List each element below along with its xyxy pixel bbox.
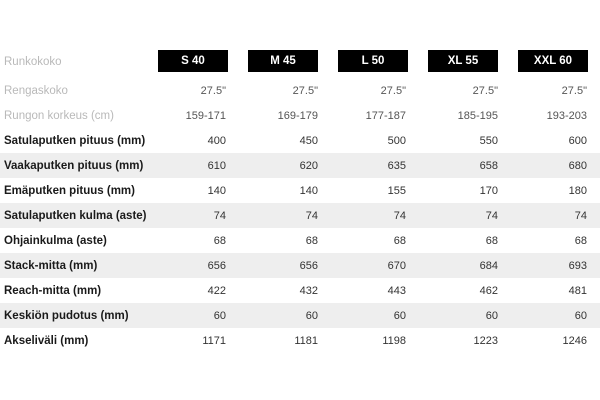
table-cell: 68 — [574, 234, 587, 247]
table-cell: 693 — [568, 259, 587, 272]
table-cell: 1171 — [202, 334, 226, 347]
table-cell: 1181 — [294, 334, 318, 347]
table-cell: 60 — [213, 309, 226, 322]
table-cell: 500 — [387, 134, 406, 147]
table-row-emaputken-pituus — [0, 178, 600, 203]
row-label: Emäputken pituus (mm) — [4, 184, 135, 197]
size-badge-m45: M 45 — [248, 50, 318, 72]
table-cell: 422 — [207, 284, 226, 297]
table-row-rungon-korkeus — [0, 103, 600, 128]
table-cell: 140 — [207, 184, 226, 197]
table-cell: 443 — [387, 284, 406, 297]
row-label: Rengaskoko — [4, 84, 68, 97]
table-row-keskion-pudotus — [0, 303, 600, 328]
header-row — [0, 46, 600, 78]
table-cell: 450 — [299, 134, 318, 147]
table-cell: 68 — [305, 234, 318, 247]
size-badge-xxl60: XXL 60 — [518, 50, 588, 72]
table-cell: 550 — [479, 134, 498, 147]
table-row-ohjainkulma — [0, 228, 600, 253]
table-cell: 180 — [568, 184, 587, 197]
table-row-reach-mitta — [0, 278, 600, 303]
table-cell: 185-195 — [457, 109, 498, 122]
table-cell: 670 — [387, 259, 406, 272]
table-cell: 68 — [393, 234, 406, 247]
row-label: Satulaputken pituus (mm) — [4, 134, 146, 147]
table-cell: 27.5" — [292, 84, 318, 97]
table-cell: 74 — [213, 209, 226, 222]
size-badge-s40: S 40 — [158, 50, 228, 72]
table-cell: 400 — [207, 134, 226, 147]
table-cell: 610 — [207, 159, 226, 172]
table-cell: 658 — [479, 159, 498, 172]
table-cell: 684 — [479, 259, 498, 272]
table-cell: 155 — [387, 184, 406, 197]
row-label: Akseliväli (mm) — [4, 334, 89, 347]
table-cell: 60 — [485, 309, 498, 322]
table-cell: 60 — [574, 309, 587, 322]
table-cell: 656 — [207, 259, 226, 272]
table-row-vaakaputken-pituus — [0, 153, 600, 178]
table-row-satulaputken-kulma — [0, 203, 600, 228]
header-label: Runkokoko — [4, 56, 62, 68]
table-cell: 170 — [479, 184, 498, 197]
geometry-table — [0, 46, 600, 353]
table-cell: 27.5" — [561, 84, 587, 97]
table-row-stack-mitta — [0, 253, 600, 278]
row-label: Vaakaputken pituus (mm) — [4, 159, 144, 172]
table-cell: 1223 — [473, 334, 498, 347]
table-cell: 27.5" — [472, 84, 498, 97]
row-label: Rungon korkeus (cm) — [4, 109, 114, 122]
table-cell: 74 — [393, 209, 406, 222]
table-cell: 432 — [299, 284, 318, 297]
table-cell: 140 — [299, 184, 318, 197]
table-cell: 60 — [305, 309, 318, 322]
row-label: Reach-mitta (mm) — [4, 284, 102, 297]
table-cell: 193-203 — [546, 109, 587, 122]
table-cell: 635 — [387, 159, 406, 172]
table-cell: 177-187 — [365, 109, 406, 122]
table-cell: 462 — [479, 284, 498, 297]
table-cell: 1198 — [382, 334, 406, 347]
table-cell: 159-171 — [185, 109, 226, 122]
table-cell: 74 — [485, 209, 498, 222]
table-cell: 169-179 — [277, 109, 318, 122]
table-row-satulaputken-pituus — [0, 128, 600, 153]
size-badge-xl55: XL 55 — [428, 50, 498, 72]
row-label: Satulaputken kulma (aste) — [4, 209, 147, 222]
table-cell: 60 — [393, 309, 406, 322]
table-cell: 680 — [568, 159, 587, 172]
table-cell: 27.5" — [380, 84, 406, 97]
table-row-rengaskoko — [0, 78, 600, 103]
table-cell: 27.5" — [200, 84, 226, 97]
table-cell: 656 — [299, 259, 318, 272]
table-cell: 74 — [574, 209, 587, 222]
table-cell: 481 — [568, 284, 587, 297]
row-label: Keskiön pudotus (mm) — [4, 309, 129, 322]
size-badge-l50: L 50 — [338, 50, 408, 72]
table-row-akselivali — [0, 328, 600, 353]
row-label: Ohjainkulma (aste) — [4, 234, 107, 247]
table-cell: 1246 — [562, 334, 587, 347]
table-cell: 620 — [299, 159, 318, 172]
table-cell: 68 — [213, 234, 226, 247]
row-label: Stack-mitta (mm) — [4, 259, 98, 272]
table-cell: 600 — [568, 134, 587, 147]
table-cell: 68 — [485, 234, 498, 247]
table-cell: 74 — [305, 209, 318, 222]
